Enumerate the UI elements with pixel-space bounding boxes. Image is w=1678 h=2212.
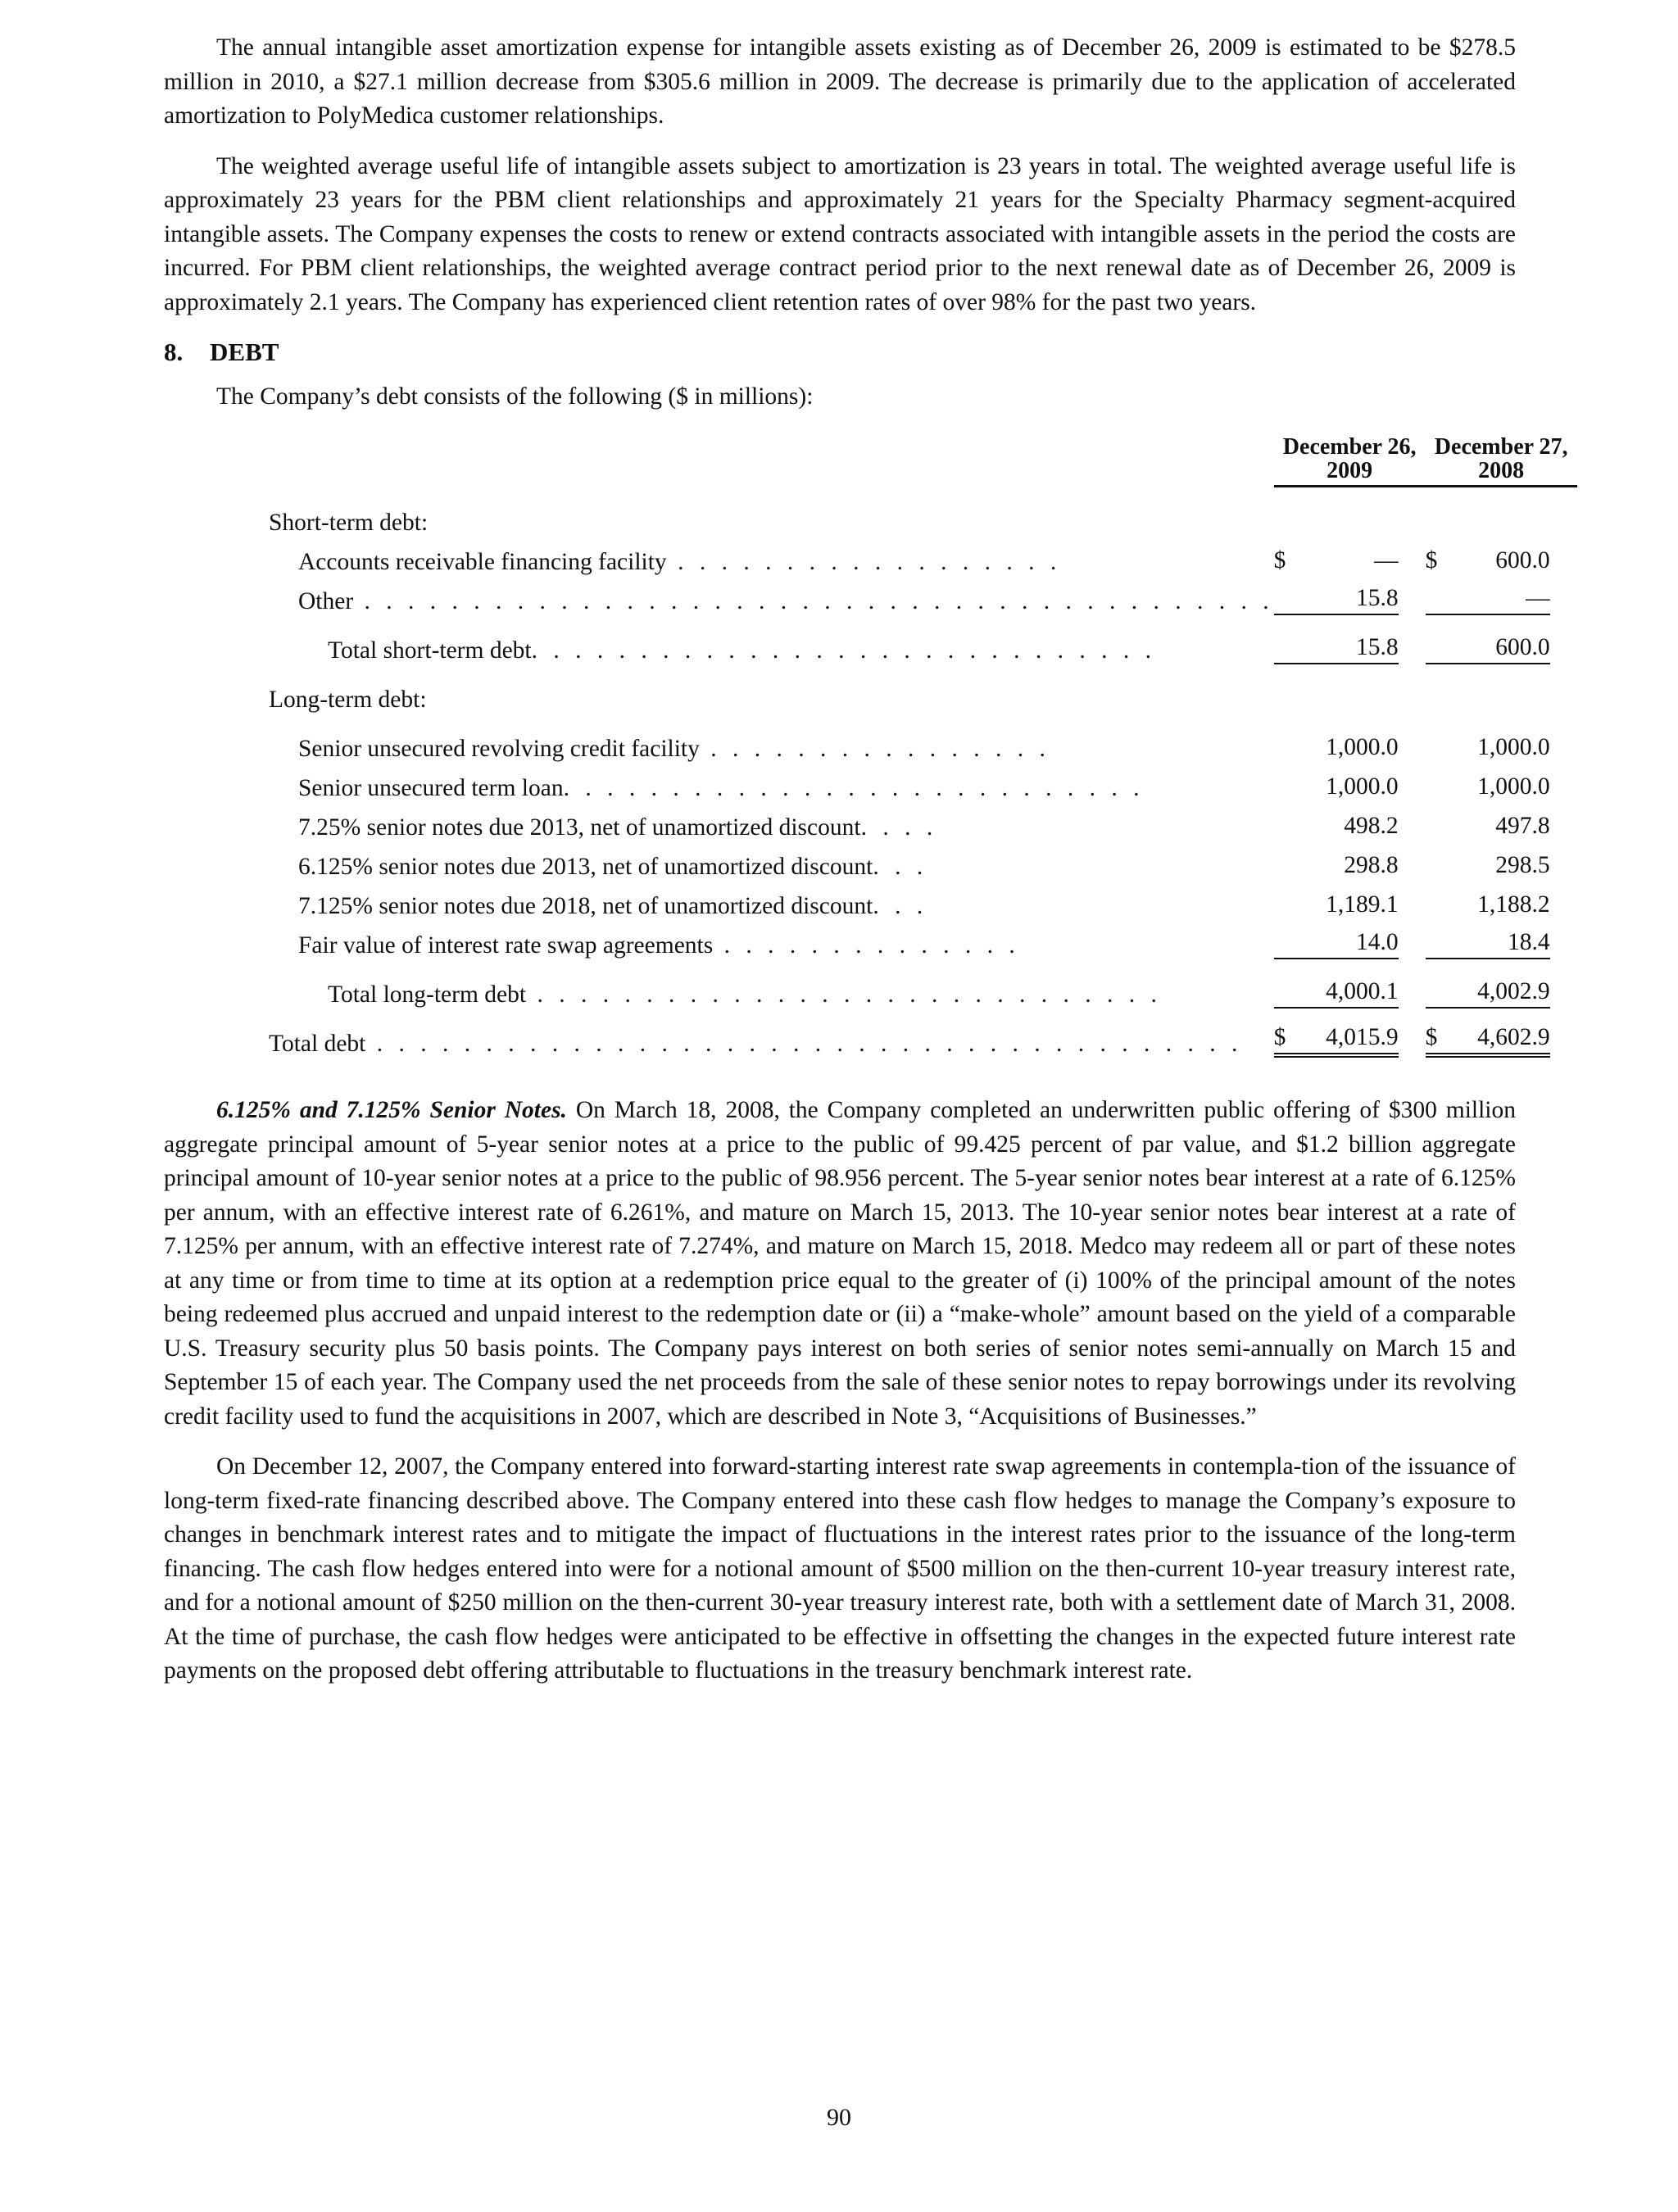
table-row-total: Total short-term debt. . . . . . . . . . . . . . . . . . . . . . . . . . . . . 15.8 600.0: [328, 634, 1550, 664]
value-2009: 1,000.0: [1326, 773, 1399, 800]
value-2009: —: [1374, 547, 1399, 573]
table-row-total: Total long-term debt . . . . . . . . . . . . . . . . . . . . . . . . . . . . . 4,000.1 4,002.9: [328, 978, 1550, 1008]
row-label: 7.25% senior notes due 2013, net of unamortized discount: [298, 814, 861, 841]
value-2009: 498.2: [1344, 813, 1399, 839]
paragraph-swap-agreements: On December 12, 2007, the Company entered into forward-starting interest rate swap agreements in contempla-tion of the issuance of long-term fixed-rate financing described above. The Company entered into these cash flow hedges to manage the Company’s exposure to changes in benchmark interest rates and to mitigate the impact of fluctuations in the interest rates prior to the issuance of the long-term financing. The cash flow hedges entered into were for a notional amount of $500 million on the then-current 10-year treasury interest rate, and for a notional amount of $250 million on the then-current 30-year treasury interest rate, both with a settlement date of March 31, 2008. At the time of purchase, the cash flow hedges were anticipated to be effective in offsetting the changes in the expected future interest rate payments on the proposed debt offering attributable to fluctuations in the treasury benchmark interest rate.: [164, 1453, 1516, 1684]
table-row: Senior unsecured term loan. . . . . . . . . . . . . . . . . . . . . . . . . . . 1,000.0 1,000.0: [298, 773, 1550, 801]
section-heading: [164, 338, 1516, 367]
row-label: Senior unsecured term loan: [298, 775, 564, 801]
value-2009: 1,189.1: [1326, 891, 1399, 918]
value-2009: 15.8: [1356, 585, 1399, 611]
value-2009: 15.8: [1356, 634, 1399, 660]
value-2008: 18.4: [1508, 929, 1550, 955]
value-2009: 4,000.1: [1326, 978, 1399, 1004]
value-2009: 298.8: [1344, 852, 1399, 878]
dollar-sign: $: [1273, 1024, 1286, 1050]
dollar-sign: $: [1425, 547, 1438, 573]
short-term-header: Short-term debt:: [269, 510, 429, 536]
value-2008: 497.8: [1495, 813, 1550, 839]
section-number: 8.: [164, 338, 184, 366]
column-header-2009: December 26, 2009: [1274, 435, 1426, 487]
notes-body: On March 18, 2008, the Company completed an underwritten public offering of $300 million aggregate principal amount of 5-year senior notes at a price to the public of 99.425 percent of par value, and $1.2 billion aggregate principal amount of 10-year senior notes at a price to the public of 98.956 percent. The 5-year senior notes bear interest at a rate of 6.125% per annum, with an effective interest rate of 6.261%, and mature on March 15, 2013. The 10-year senior notes bear interest at a rate of 7.125% per annum, with an effective interest rate of 7.274%, and mature on March 15, 2018. Medco may redeem all or part of these notes at any time or from time to time at its option at a redemption price equal to the greater of (i) 100% of the principal amount of the notes being redeemed plus accrued and unpaid interest to the redemption date or (ii) a “make-whole” amount based on the yield of a comparable U.S. Treasury security plus 50 basis points. The Company pays interest on both series of senior notes semi-annually on March 15 and September 15 of each year. The Company used the net proceeds from the sale of these senior notes to repay borrowings under its revolving credit facility used to fund the acquisitions in 2007, which are described in Note 3, “Acquisitions of Businesses.”: [164, 1097, 1516, 1430]
table-row: 7.25% senior notes due 2013, net of unamortized discount. . . . 498.2 497.8: [298, 813, 1550, 841]
row-label: Fair value of interest rate swap agreements: [298, 932, 714, 959]
table-row: [269, 487, 1577, 537]
page-number: 90: [827, 2104, 851, 2131]
table-intro: The Company’s debt consists of the following ($ in millions):: [216, 383, 814, 410]
row-label: Senior unsecured revolving credit facility: [298, 736, 700, 762]
section-title: DEBT: [210, 338, 279, 366]
row-label: Other: [298, 588, 354, 614]
paragraph-amortization: The annual intangible asset amortization expense for intangible assets existing as of December 26, 2009 is estimated to be $278.5 million in 2010, a $27.1 million decrease from $305.6 million in 2009. The decrease is primarily due to the application of accelerated amortization to PolyMedica customer relationships.: [164, 34, 1516, 129]
table-row: 6.125% senior notes due 2013, net of unamortized discount. . . 298.8 298.5: [298, 852, 1550, 880]
value-2008: 1,000.0: [1477, 773, 1550, 800]
table-row: 7.125% senior notes due 2018, net of unamortized discount. . . 1,189.1 1,188.2: [298, 891, 1550, 919]
value-2009: 1,000.0: [1326, 734, 1399, 760]
table-row: [269, 664, 1577, 714]
value-2008: 600.0: [1495, 547, 1550, 573]
value-2009: 4,015.9: [1326, 1024, 1399, 1050]
long-term-header: Long-term debt:: [269, 687, 427, 713]
dollar-sign: $: [1425, 1024, 1438, 1050]
row-label: 7.125% senior notes due 2018, net of unamortized discount: [298, 893, 873, 919]
table-row: Other . . . . . . . . . . . . . . . . . . . . . . . . . . . . . . . . . . . . . . . . . . 15.8 —: [298, 585, 1550, 614]
row-label: Total short-term debt: [328, 637, 532, 664]
value-2008: 4,002.9: [1477, 978, 1550, 1004]
value-2009: 14.0: [1356, 929, 1399, 955]
table-row: Accounts receivable financing facility . . . . . . . . . . . . . . . . . . $ — $ 600.0: [298, 547, 1550, 575]
paragraph-senior-notes: [164, 1094, 1516, 1434]
value-2008: —: [1526, 585, 1550, 611]
row-label: Total long-term debt: [328, 981, 527, 1008]
debt-table: [269, 424, 1577, 1058]
notes-title: 6.125% and 7.125% Senior Notes.: [216, 1097, 567, 1123]
table-row-grand-total: Total debt . . . . . . . . . . . . . . . . . . . . . . . . . . . . . . . . . . . . . . . . $ 4,015.9 $ 4,602.9: [269, 1024, 1550, 1057]
value-2008: 1,000.0: [1477, 734, 1550, 760]
value-2008: 1,188.2: [1477, 891, 1550, 918]
document-page: [164, 31, 1568, 1705]
row-label: Accounts receivable financing facility: [298, 549, 667, 575]
row-label: Total debt: [269, 1031, 366, 1057]
table-row: Fair value of interest rate swap agreements . . . . . . . . . . . . . . 14.0 18.4: [298, 929, 1550, 959]
table-row: Senior unsecured revolving credit facility . . . . . . . . . . . . . . . . 1,000.0 1,000.0: [298, 734, 1550, 762]
value-2008: 298.5: [1495, 852, 1550, 878]
column-header-2008: December 27, 2008: [1426, 435, 1577, 487]
value-2008: 4,602.9: [1477, 1024, 1550, 1050]
dollar-sign: $: [1273, 547, 1286, 573]
table-header-row: [269, 424, 1577, 487]
row-label: 6.125% senior notes due 2013, net of unamortized discount: [298, 854, 873, 880]
value-2008: 600.0: [1495, 634, 1550, 660]
paragraph-useful-life: The weighted average useful life of intangible assets subject to amortization is 23 years in total. The weighted average useful life is approximately 23 years for the PBM client relationships and approximately 21 years for the Specialty Pharmacy segment-acquired intangible assets. The Company expenses the costs to renew or extend contracts associated with intangible assets in the period the costs are incurred. For PBM client relationships, the weighted average contract period prior to the next renewal date as of December 26, 2009 is approximately 2.1 years. The Company has experienced client retention rates of over 98% for the past two years.: [164, 152, 1516, 315]
